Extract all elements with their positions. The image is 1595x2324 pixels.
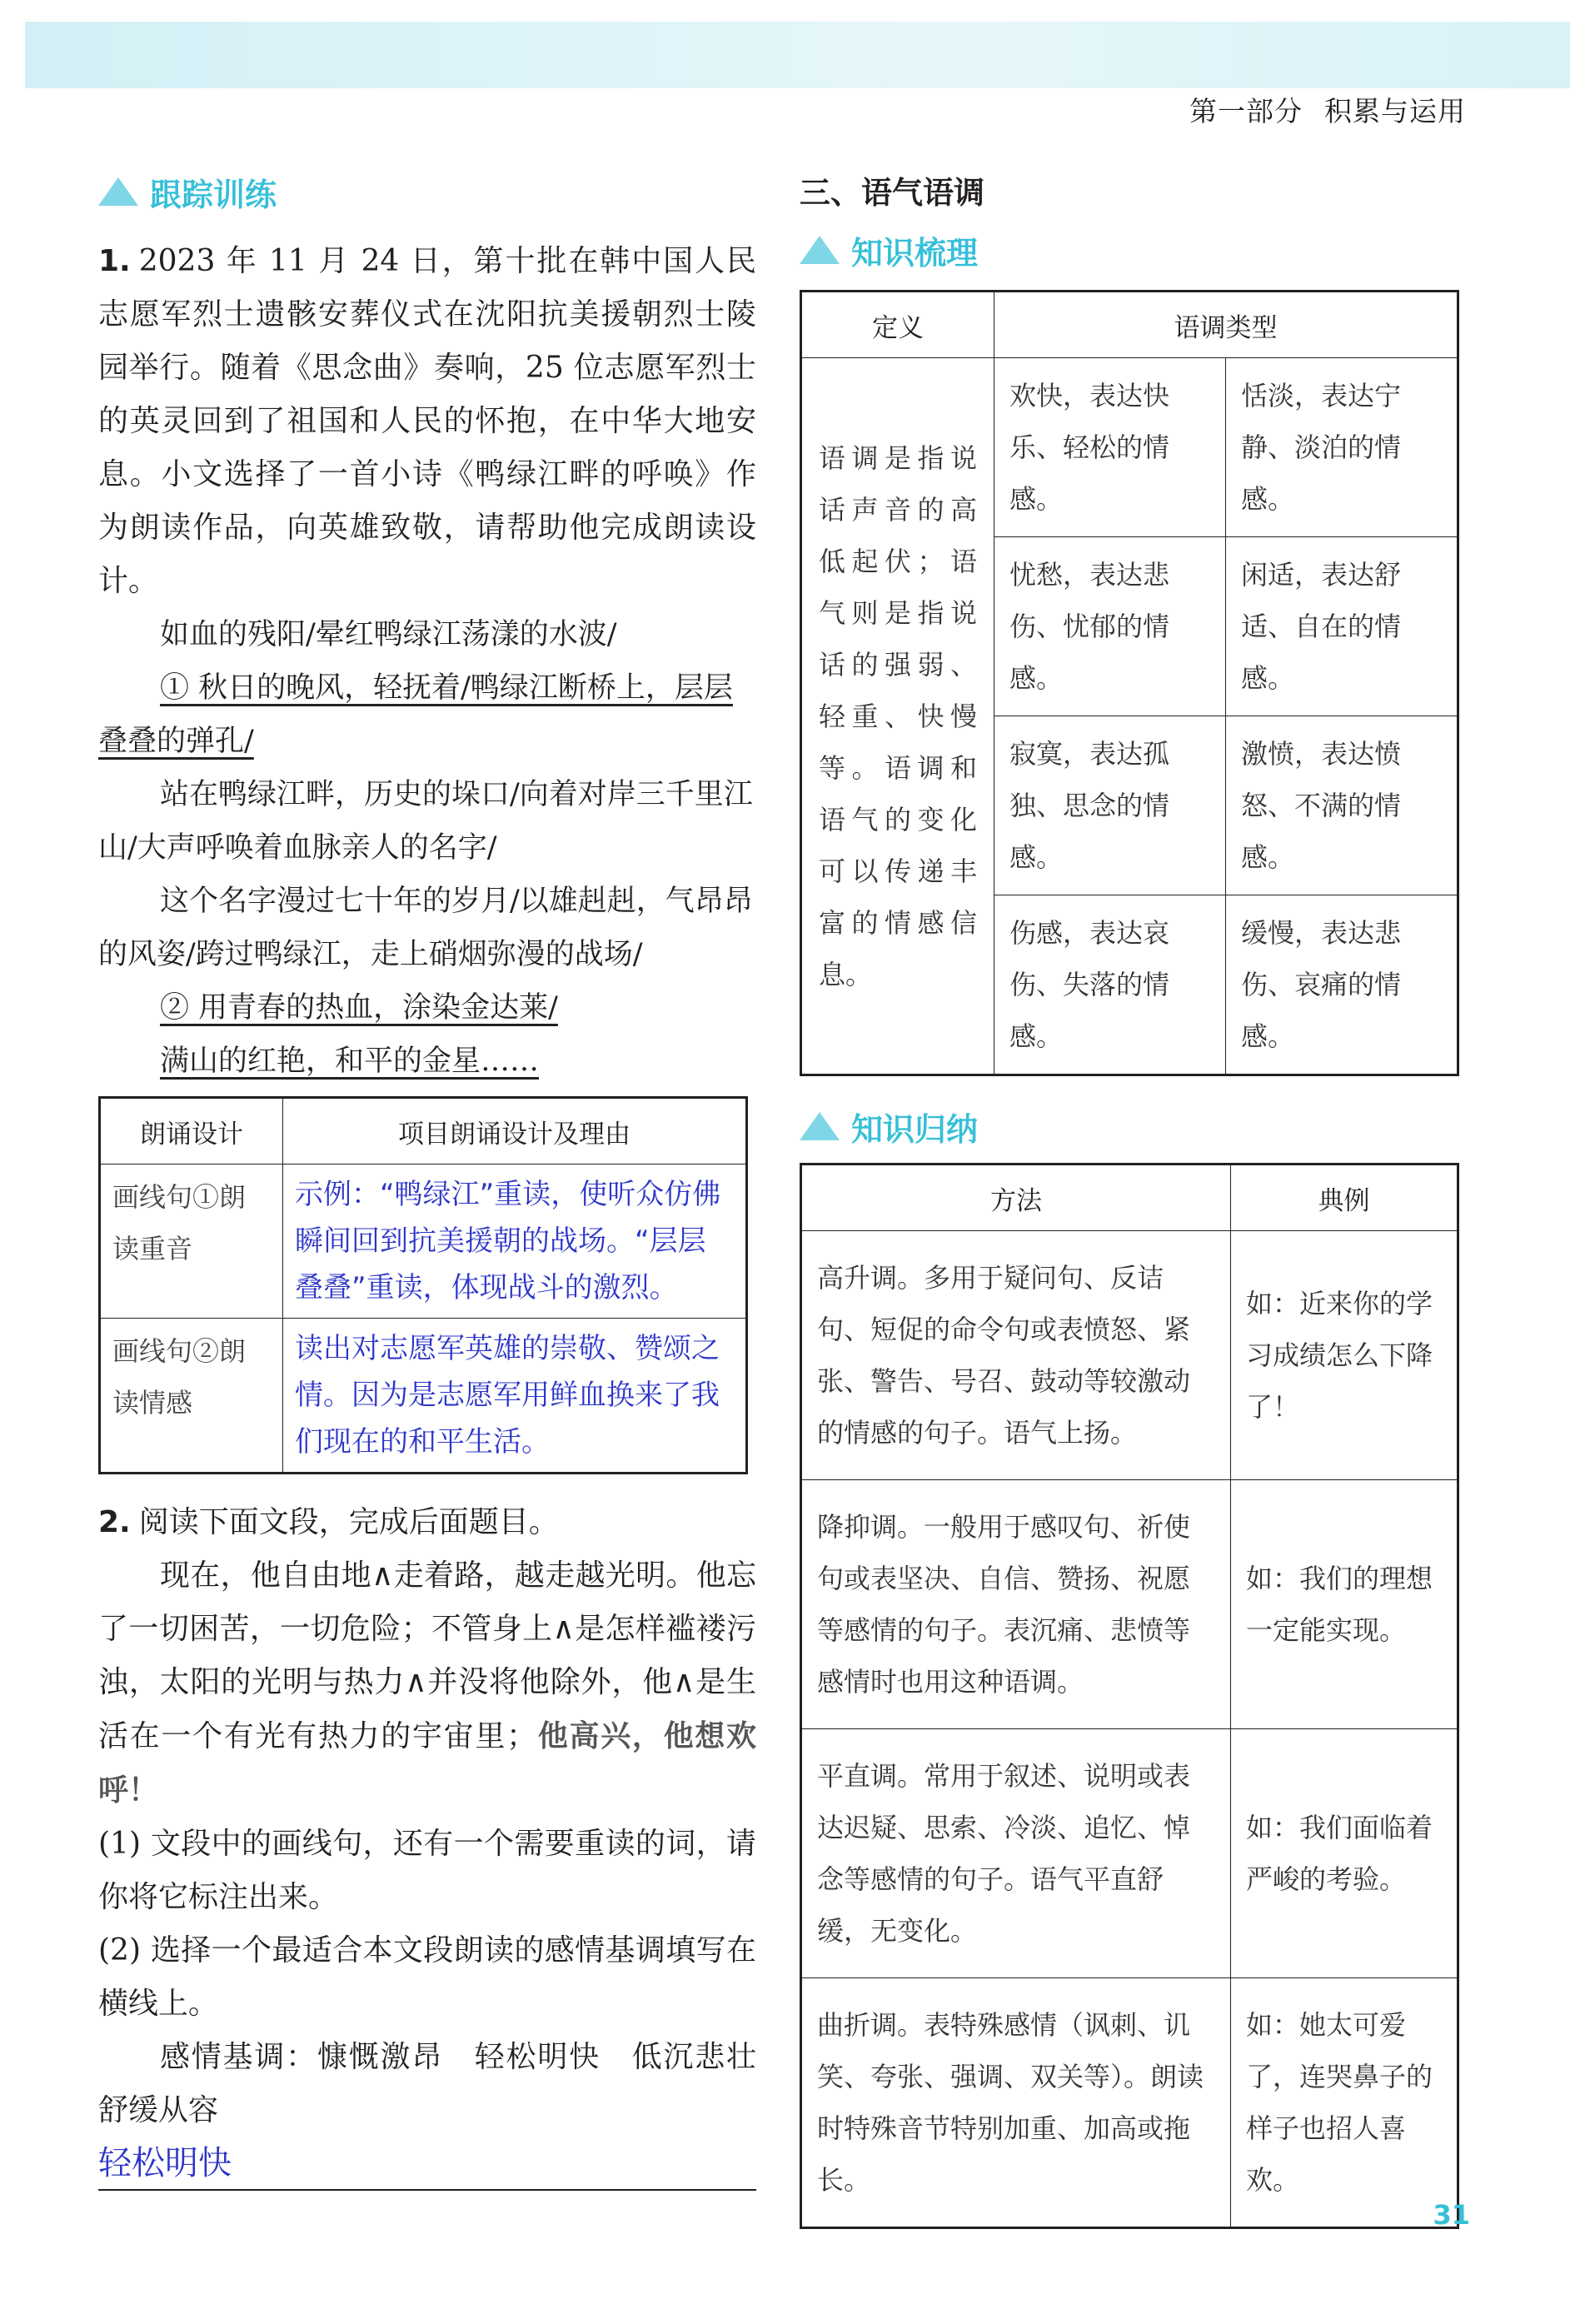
section-tag-summary: 知识归纳 (800, 1101, 1466, 1151)
table-row (100, 1319, 747, 1474)
table-row (801, 1480, 1458, 1729)
question-1 (98, 235, 756, 608)
question-2-intro: 阅读下面文段，完成后面题目。 (138, 1505, 559, 1539)
table-row (801, 1231, 1458, 1480)
table-row (801, 1978, 1458, 2228)
table-row (801, 1729, 1458, 1978)
running-header (1168, 90, 1466, 129)
passage-text: 现在，他自由地∧走着路，越走越光明。他忘了一切困苦，一切危险；不管身上∧是怎样褴褛污浊，太阳的光明与热力∧并没将他除外，他∧是生活在一个有光有热力的宇宙里； (98, 1558, 756, 1753)
example-cell: 如：近来你的学习成绩怎么下降了！ (1231, 1231, 1458, 1480)
example-cell: 如：她太可爱了，连哭鼻子的样子也招人喜欢。 (1231, 1978, 1458, 2228)
tone-type-cell: 缓慢，表达悲伤、哀痛的情感。 (1226, 895, 1458, 1075)
poem-line-underlined-1: ① 秋日的晚风，轻抚着/鸭绿江断桥上，层层叠叠的弹孔/ (98, 671, 733, 758)
triangle-icon (800, 236, 840, 264)
row-answer: 读出对志愿军英雄的崇敬、赞颂之情。因为是志愿军用鲜血换来了我们现在的和平生活。 (283, 1319, 747, 1474)
table-header: 定义 (801, 292, 994, 358)
question-number: 1. (98, 244, 131, 278)
poem-line: 站在鸭绿江畔，历史的垛口/向着对岸三千里江山/大声呼唤着血脉亲人的名字/ (98, 778, 753, 865)
tone-type-cell: 闲适，表达舒适、自在的情感。 (1226, 537, 1458, 716)
part-title: 积累与运用 (1324, 95, 1466, 127)
table-header: 项目朗诵设计及理由 (283, 1098, 747, 1164)
poem-line-underlined-2: ② 用青春的热血，涂染金达莱/ (160, 991, 558, 1025)
page-number: 31 (1433, 2199, 1470, 2231)
example-cell: 如：我们的理想一定能实现。 (1231, 1480, 1458, 1729)
section-tag-knowledge: 知识梳理 (800, 225, 1466, 275)
method-cell: 降抑调。一般用于感叹句、祈使句或表坚决、自信、赞扬、祝愿等感情的句子。表沉痛、悲愤等感情时也用这种语调。 (801, 1480, 1231, 1729)
tone-type-cell: 恬淡，表达宁静、淡泊的情感。 (1226, 358, 1458, 537)
method-cell: 曲折调。表特殊感情（讽刺、讥笑、夸张、强调、双关等）。朗读时特殊音节特别加重、加高或拖长。 (801, 1978, 1231, 2228)
table-row (801, 358, 1458, 537)
recitation-design-table (98, 1096, 748, 1474)
question-2 (98, 1496, 756, 1549)
sub-question-1: (1) 文段中的画线句，还有一个需要重读的词，请你将它标注出来。 (98, 1827, 756, 1914)
tone-type-cell: 寂寞，表达孤独、思念的情感。 (994, 716, 1226, 895)
tone-type-cell: 忧愁，表达悲伤、忧郁的情感。 (994, 537, 1226, 716)
tone-type-cell: 伤感，表达哀伤、失落的情感。 (994, 895, 1226, 1075)
header-band (25, 22, 1570, 88)
poem-line-underlined-3: 满山的红艳，和平的金星…… (160, 1045, 540, 1078)
section-tag-tracking: 跟踪训练 (98, 167, 756, 217)
tone-definition-table (800, 290, 1459, 1076)
right-column (800, 167, 1466, 2229)
answer-blank[interactable]: 轻松明快 (98, 2137, 756, 2191)
poem (98, 608, 756, 1088)
tone-options (98, 2031, 786, 2137)
sub-question-2: (2) 选择一个最适合本文段朗读的感情基调填写在横线上。 (98, 1933, 756, 2021)
method-cell: 高升调。多用于疑问句、反诘句、短促的命令句或表愤怒、紧张、警告、号召、鼓动等较激动的情感的句子。语气上扬。 (801, 1231, 1231, 1480)
section-title-tone: 三、语气语调 (800, 175, 984, 211)
table-row (100, 1164, 747, 1319)
table-header: 典例 (1231, 1164, 1458, 1231)
method-cell: 平直调。常用于叙述、说明或表达迟疑、思索、冷淡、追忆、悼念等感情的句子。语气平直舒缓，无变化。 (801, 1729, 1231, 1978)
intonation-method-table (800, 1163, 1459, 2229)
table-header: 语调类型 (994, 292, 1458, 358)
definition-cell: 语调是指说话声音的高低起伏；语气则是指说话的强弱、轻重、快慢等。语调和语气的变化可以传递丰富的情感信息。 (801, 358, 994, 1075)
question-number: 2. (98, 1505, 131, 1539)
triangle-icon (800, 1112, 840, 1140)
options-label: 感情基调： (160, 2040, 317, 2074)
options-text: 慷慨激昂 轻松明快 低沉悲壮 舒缓从容 (98, 2040, 786, 2127)
row-label: 画线句①朗读重音 (100, 1164, 283, 1319)
passage-underlined-sentence: 他高兴，他想欢呼！ (98, 1718, 756, 1808)
row-label: 画线句②朗读情感 (100, 1319, 283, 1474)
table-header: 方法 (801, 1164, 1231, 1231)
triangle-icon (98, 177, 138, 206)
question-1-text: 2023 年 11 月 24 日，第十批在韩中国人民志愿军烈士遗骸安葬仪式在沈阳抗美援朝烈士陵园举行。随着《思念曲》奏响，25 位志愿军烈士的英灵回到了祖国和人民的怀抱，在中华大地安息。小文选择了一首小诗《鸭绿江畔的呼唤》作为朗读作品，向英雄致敬，请帮助他完成朗读设计。 (98, 244, 756, 598)
left-column (98, 167, 786, 2191)
part-label: 第一部分 (1189, 95, 1303, 127)
poem-line: 这个名字漫过七十年的岁月/以雄赳赳，气昂昂的风姿/跨过鸭绿江，走上硝烟弥漫的战场/ (98, 885, 753, 971)
passage (98, 1549, 756, 1818)
row-answer: 示例：“鸭绿江”重读，使听众仿佛瞬间回到抗美援朝的战场。“层层叠叠”重读，体现战斗的激烈。 (283, 1164, 747, 1319)
tone-type-cell: 激愤，表达愤怒、不满的情感。 (1226, 716, 1458, 895)
table-header: 朗诵设计 (100, 1098, 283, 1164)
tone-type-cell: 欢快，表达快乐、轻松的情感。 (994, 358, 1226, 537)
example-cell: 如：我们面临着严峻的考验。 (1231, 1729, 1458, 1978)
poem-line: 如血的残阳/晕红鸭绿江荡漾的水波/ (160, 618, 617, 651)
